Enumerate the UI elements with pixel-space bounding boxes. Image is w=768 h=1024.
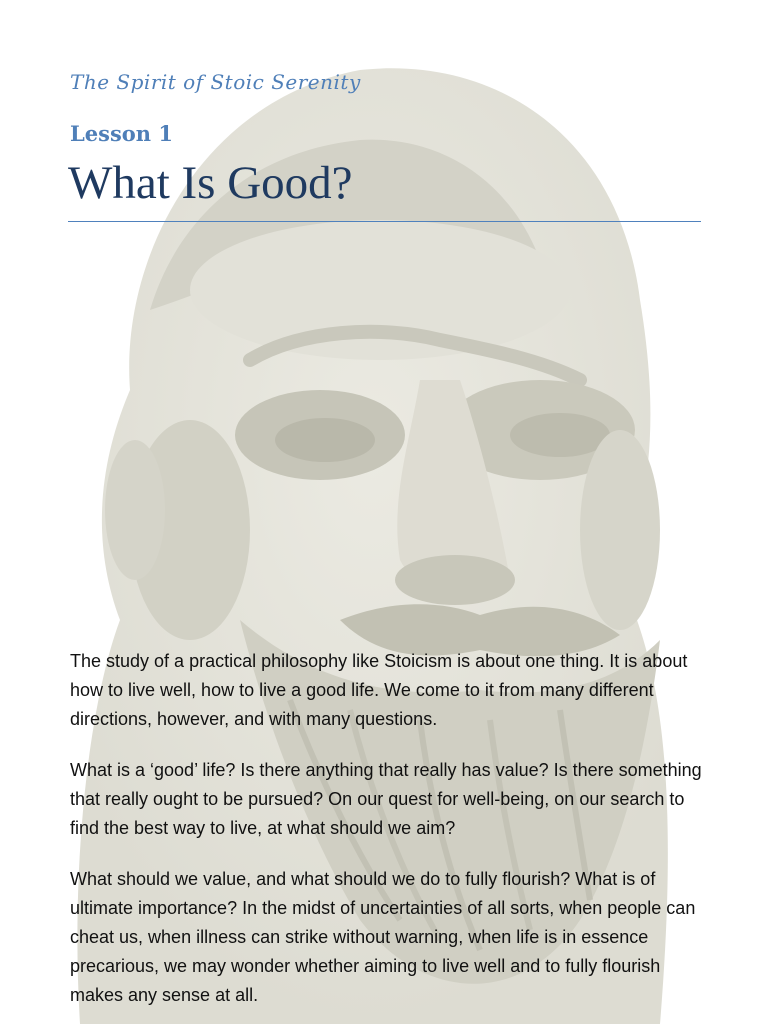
paragraph: The study of a practical philosophy like Stoicism is about one thing. It is about how to live well, how to live a good life. We come to it from many different directions, however, and with many questions. [70, 651, 688, 729]
lesson-label: Lesson 1 [70, 121, 173, 146]
series-title: The Spirit of Stoic Serenity [70, 70, 361, 94]
page-title: What Is Good? [68, 157, 353, 209]
body-text [70, 647, 710, 1024]
paragraph: What is a ‘good’ life? Is there anything that really has value? Is there something that really ought to be pursued? On our quest for well-being, on our search to find the best way to live, at what should we aim? [70, 760, 702, 838]
title-divider [68, 221, 701, 222]
paragraph: What should we value, and what should we do to fully flourish? What is of ultimate importance? In the midst of uncertainties of all sorts, when people can cheat us, when illness can strike without warning, when life is in essence precarious, we may wonder whether aiming to live well and to fully flourish makes any sense at all. [70, 869, 696, 1005]
